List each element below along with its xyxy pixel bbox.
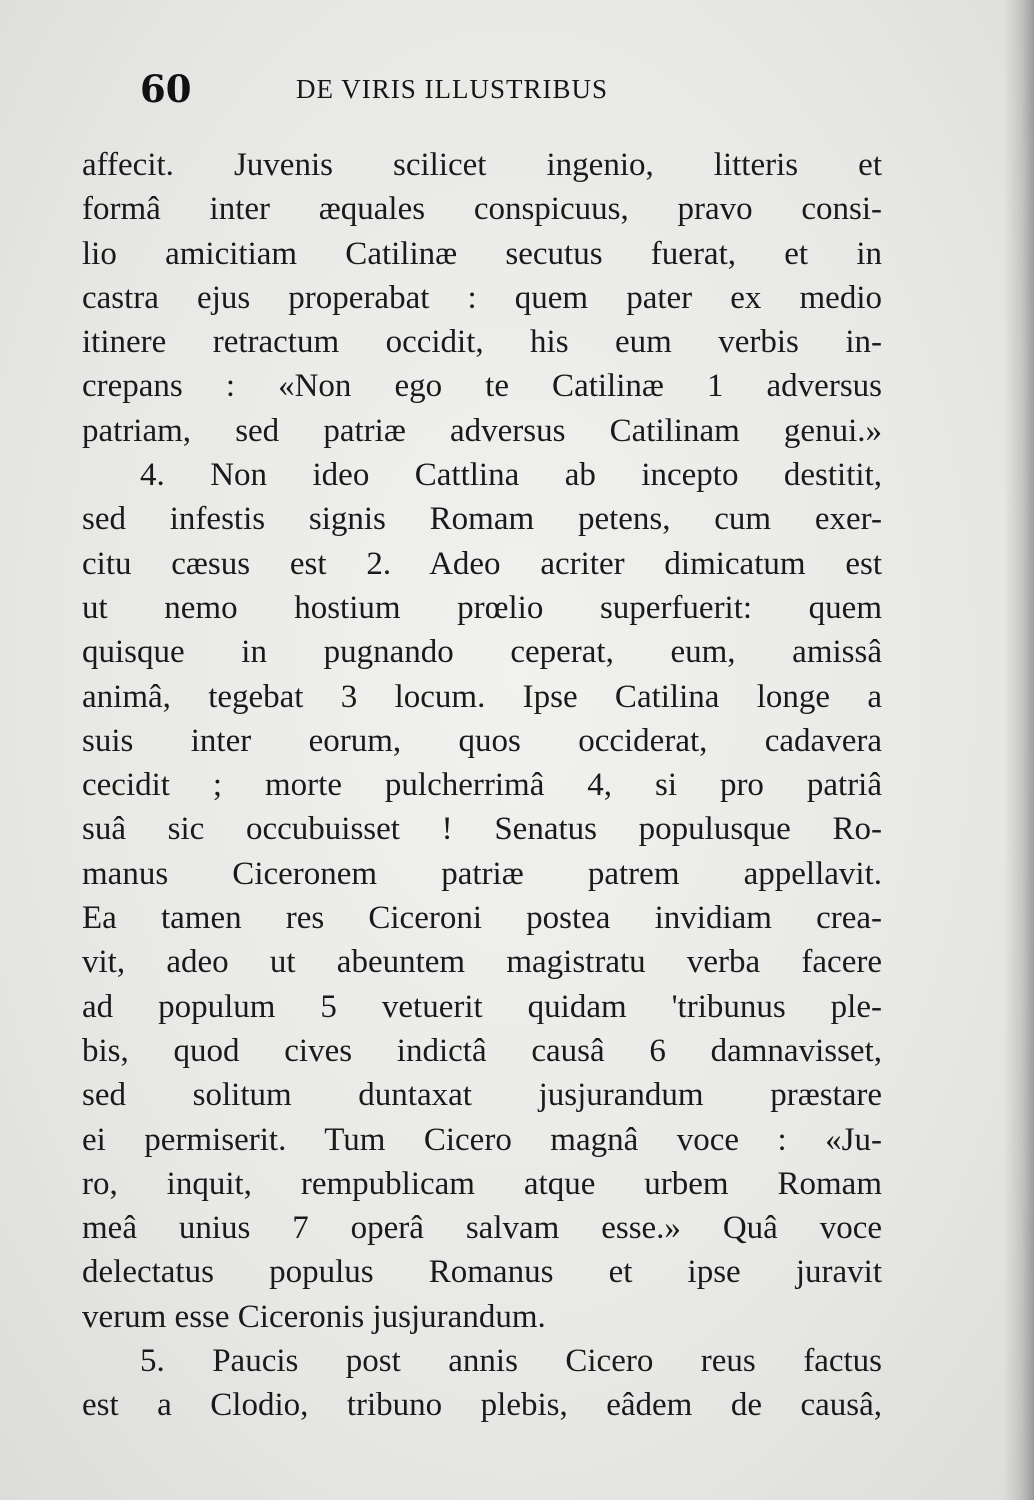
text-line: Ea tamen res Ciceroni postea invidiam crea- <box>82 900 882 937</box>
text-line: sed infestis signis Romam petens, cum exer- <box>82 501 882 538</box>
page-header <box>140 66 700 112</box>
text-line: ei permiserit. Tum Cicero magnâ voce : «Ju- <box>82 1121 882 1158</box>
text-line: suâ sic occubuisset ! Senatus populusque Ro- <box>82 811 882 848</box>
text-line: itinere retractum occidit, his eum verbis in- <box>82 324 882 361</box>
page-number: 60 <box>140 67 192 111</box>
text-line: ut nemo hostium prœlio superfuerit: quem <box>82 589 882 626</box>
text-line: sed solitum duntaxat jusjurandum præstare <box>82 1077 882 1114</box>
text-line: affecit. Juvenis scilicet ingenio, litteris et <box>82 147 882 183</box>
text-line: vit, adeo ut abeuntem magistratu verba facere <box>82 944 882 981</box>
running-title: DE VIRIS ILLUSTRIBUS <box>296 74 609 104</box>
text-line: citu cæsus est 2. Adeo acriter dimicatum est <box>82 545 882 582</box>
text-line: bis, quod cives indictâ causâ 6 damnavisset, <box>82 1032 882 1069</box>
paragraph-start-line: 4. Non ideo Cattlina ab incepto destitit, <box>140 457 882 494</box>
body-text <box>82 143 882 1428</box>
text-line: lio amicitiam Catilinæ secutus fuerat, et in <box>82 235 882 272</box>
page-edge-shadow <box>1004 0 1034 1500</box>
text-line: delectatus populus Romanus et ipse juravit <box>82 1254 882 1291</box>
text-line: castra ejus properabat : quem pater ex medio <box>82 279 882 316</box>
text-line: ro, inquit, rempublicam atque urbem Romam <box>82 1165 882 1202</box>
text-line: suis inter eorum, quos occiderat, cadavera <box>82 722 882 759</box>
text-line: est a Clodio, tribuno plebis, eâdem de causâ, <box>82 1387 882 1424</box>
text-line: ad populum 5 vetuerit quidam 'tribunus ple- <box>82 988 882 1025</box>
text-line: patriam, sed patriæ adversus Catilinam genui.» <box>82 412 882 449</box>
paragraph-end-line: verum esse Ciceronis jusjurandum. <box>82 1298 546 1335</box>
text-line: manus Ciceronem patriæ patrem appellavit. <box>82 855 882 892</box>
text-line: crepans : «Non ego te Catilinæ 1 adversus <box>82 368 882 405</box>
paragraph-start-line: 5. Paucis post annis Cicero reus factus <box>140 1343 882 1380</box>
text-line: cecidit ; morte pulcherrimâ 4, si pro patriâ <box>82 767 882 804</box>
text-line: formâ inter æquales conspicuus, pravo consi- <box>82 191 882 228</box>
text-line: animâ, tegebat 3 locum. Ipse Catilina longe a <box>82 678 882 715</box>
text-line: quisque in pugnando ceperat, eum, amissâ <box>82 634 882 671</box>
text-line: meâ unius 7 operâ salvam esse.» Quâ voce <box>82 1210 882 1247</box>
